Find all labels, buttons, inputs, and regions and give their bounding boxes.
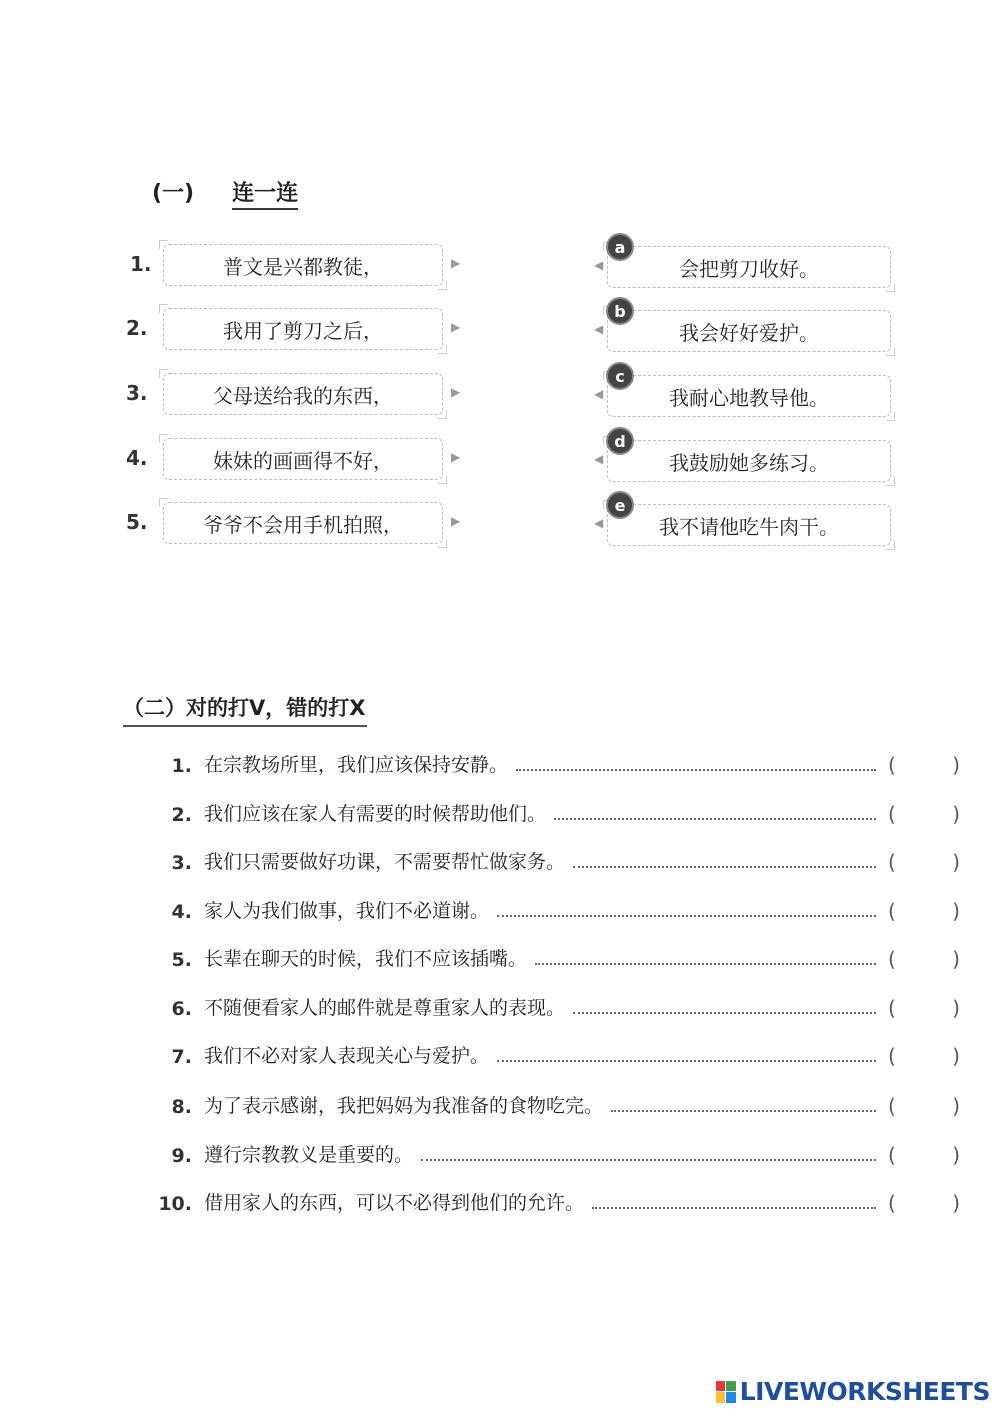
open-paren: ( — [888, 1094, 896, 1118]
statement-row — [150, 747, 960, 777]
right-item-box[interactable] — [607, 310, 891, 352]
statement-text: 在宗教场所里，我们应该保持安静。 — [204, 754, 509, 776]
answer-blank[interactable] — [888, 1094, 960, 1118]
right-item-text: 我耐心地教导他。 — [669, 385, 829, 410]
left-item-number: 4. — [126, 446, 148, 470]
answer-blank[interactable] — [888, 1044, 960, 1068]
answer-blank[interactable] — [888, 996, 960, 1020]
left-item-box[interactable] — [163, 244, 443, 286]
open-paren: ( — [888, 947, 896, 971]
close-paren: ) — [952, 850, 960, 874]
left-item-box[interactable] — [163, 438, 443, 480]
right-item-text: 会把剪刀收好。 — [679, 256, 819, 281]
statement-row — [150, 1137, 960, 1167]
open-paren: ( — [888, 1191, 896, 1215]
statement-number: 8. — [171, 1096, 192, 1118]
left-item-box[interactable] — [163, 373, 443, 415]
statement-text: 家人为我们做事，我们不必道谢。 — [204, 900, 490, 922]
dotted-leader — [573, 866, 876, 868]
statement-number: 6. — [171, 998, 192, 1020]
open-paren: ( — [888, 899, 896, 923]
left-item-number: 2. — [126, 316, 148, 340]
letter-badge: b — [606, 297, 634, 325]
left-arrow-icon[interactable]: ◀ — [594, 322, 604, 336]
answer-blank[interactable] — [888, 802, 960, 826]
close-paren: ) — [952, 996, 960, 1020]
left-item-text: 普文是兴都教徒， — [223, 254, 383, 279]
right-item-text: 我会好好爱护。 — [679, 320, 819, 345]
statement-number: 5. — [171, 949, 192, 971]
statement-text: 不随便看家人的邮件就是尊重家人的表现。 — [204, 997, 566, 1019]
statement-row — [150, 1088, 960, 1118]
answer-blank[interactable] — [888, 850, 960, 874]
statement-row — [150, 990, 960, 1020]
statement-number: 3. — [171, 852, 192, 874]
dotted-leader — [573, 1012, 876, 1014]
logo-mark-icon — [716, 1381, 736, 1403]
answer-blank[interactable] — [888, 899, 960, 923]
statement-number: 1. — [171, 755, 192, 777]
liveworksheets-logo — [716, 1377, 990, 1406]
statement-row — [150, 844, 960, 874]
right-item-text: 我鼓励她多练习。 — [669, 450, 829, 475]
left-item-text: 妹妹的画画得不好， — [213, 448, 393, 473]
statement-row — [150, 941, 960, 971]
statement-text: 我们应该在家人有需要的时候帮助他们。 — [204, 803, 547, 825]
dotted-leader — [497, 915, 876, 917]
right-item-box[interactable] — [607, 246, 891, 288]
statement-number: 10. — [158, 1193, 192, 1215]
letter-badge: d — [606, 427, 634, 455]
statement-row — [150, 1185, 960, 1215]
answer-blank[interactable] — [888, 1143, 960, 1167]
section1-heading — [152, 176, 298, 207]
dotted-leader — [497, 1060, 876, 1062]
right-arrow-icon[interactable]: ▶ — [451, 514, 461, 528]
answer-blank[interactable] — [888, 1191, 960, 1215]
left-item-number: 5. — [126, 510, 148, 534]
statement-text: 长辈在聊天的时候，我们不应该插嘴。 — [204, 948, 528, 970]
answer-blank[interactable] — [888, 947, 960, 971]
right-item-box[interactable] — [607, 375, 891, 417]
dotted-leader — [611, 1110, 876, 1112]
left-item-number: 1. — [130, 252, 152, 276]
statement-text: 为了表示感谢，我把妈妈为我准备的食物吃完。 — [204, 1095, 604, 1117]
right-item-box[interactable] — [607, 440, 891, 482]
letter-badge: c — [606, 362, 634, 390]
close-paren: ) — [952, 802, 960, 826]
right-arrow-icon[interactable]: ▶ — [451, 256, 461, 270]
left-arrow-icon[interactable]: ◀ — [594, 452, 604, 466]
dotted-leader — [421, 1159, 876, 1161]
statement-number: 2. — [171, 804, 192, 826]
left-arrow-icon[interactable]: ◀ — [594, 387, 604, 401]
section1-number: (一) — [152, 181, 195, 206]
logo-text: LIVEWORKSHEETS — [739, 1377, 990, 1406]
dotted-leader — [516, 769, 876, 771]
letter-badge: a — [606, 233, 634, 261]
right-item-box[interactable] — [607, 504, 891, 546]
open-paren: ( — [888, 850, 896, 874]
right-arrow-icon[interactable]: ▶ — [451, 320, 461, 334]
close-paren: ) — [952, 947, 960, 971]
dotted-leader — [554, 818, 876, 820]
close-paren: ) — [952, 753, 960, 777]
left-item-box[interactable] — [163, 502, 443, 544]
section1-title: 连一连 — [232, 181, 298, 210]
section2-title: （二）对的打V，错的打X — [123, 692, 367, 727]
statement-number: 9. — [171, 1145, 192, 1167]
statement-text: 遵行宗教教义是重要的。 — [204, 1144, 414, 1166]
letter-badge: e — [606, 491, 634, 519]
left-item-text: 我用了剪刀之后， — [223, 318, 383, 343]
close-paren: ) — [952, 899, 960, 923]
dotted-leader — [592, 1207, 876, 1209]
statement-number: 7. — [171, 1046, 192, 1068]
statement-text: 我们只需要做好功课，不需要帮忙做家务。 — [204, 851, 566, 873]
close-paren: ) — [952, 1143, 960, 1167]
left-item-number: 3. — [126, 381, 148, 405]
right-arrow-icon[interactable]: ▶ — [451, 450, 461, 464]
close-paren: ) — [952, 1044, 960, 1068]
answer-blank[interactable] — [888, 753, 960, 777]
dotted-leader — [535, 963, 876, 965]
left-item-text: 父母送给我的东西， — [213, 383, 393, 408]
right-arrow-icon[interactable]: ▶ — [451, 385, 461, 399]
right-item-text: 我不请他吃牛肉干。 — [659, 514, 839, 539]
left-arrow-icon[interactable]: ◀ — [594, 258, 604, 272]
left-item-box[interactable] — [163, 308, 443, 350]
open-paren: ( — [888, 1044, 896, 1068]
close-paren: ) — [952, 1191, 960, 1215]
close-paren: ) — [952, 1094, 960, 1118]
statement-number: 4. — [171, 901, 192, 923]
left-arrow-icon[interactable]: ◀ — [594, 516, 604, 530]
statement-row — [150, 1038, 960, 1068]
open-paren: ( — [888, 753, 896, 777]
statement-row — [150, 893, 960, 923]
open-paren: ( — [888, 996, 896, 1020]
statement-text: 借用家人的东西，可以不必得到他们的允许。 — [204, 1192, 585, 1214]
statement-row — [150, 796, 960, 826]
statement-text: 我们不必对家人表现关心与爱护。 — [204, 1045, 490, 1067]
left-item-text: 爷爷不会用手机拍照， — [203, 512, 403, 537]
open-paren: ( — [888, 802, 896, 826]
open-paren: ( — [888, 1143, 896, 1167]
